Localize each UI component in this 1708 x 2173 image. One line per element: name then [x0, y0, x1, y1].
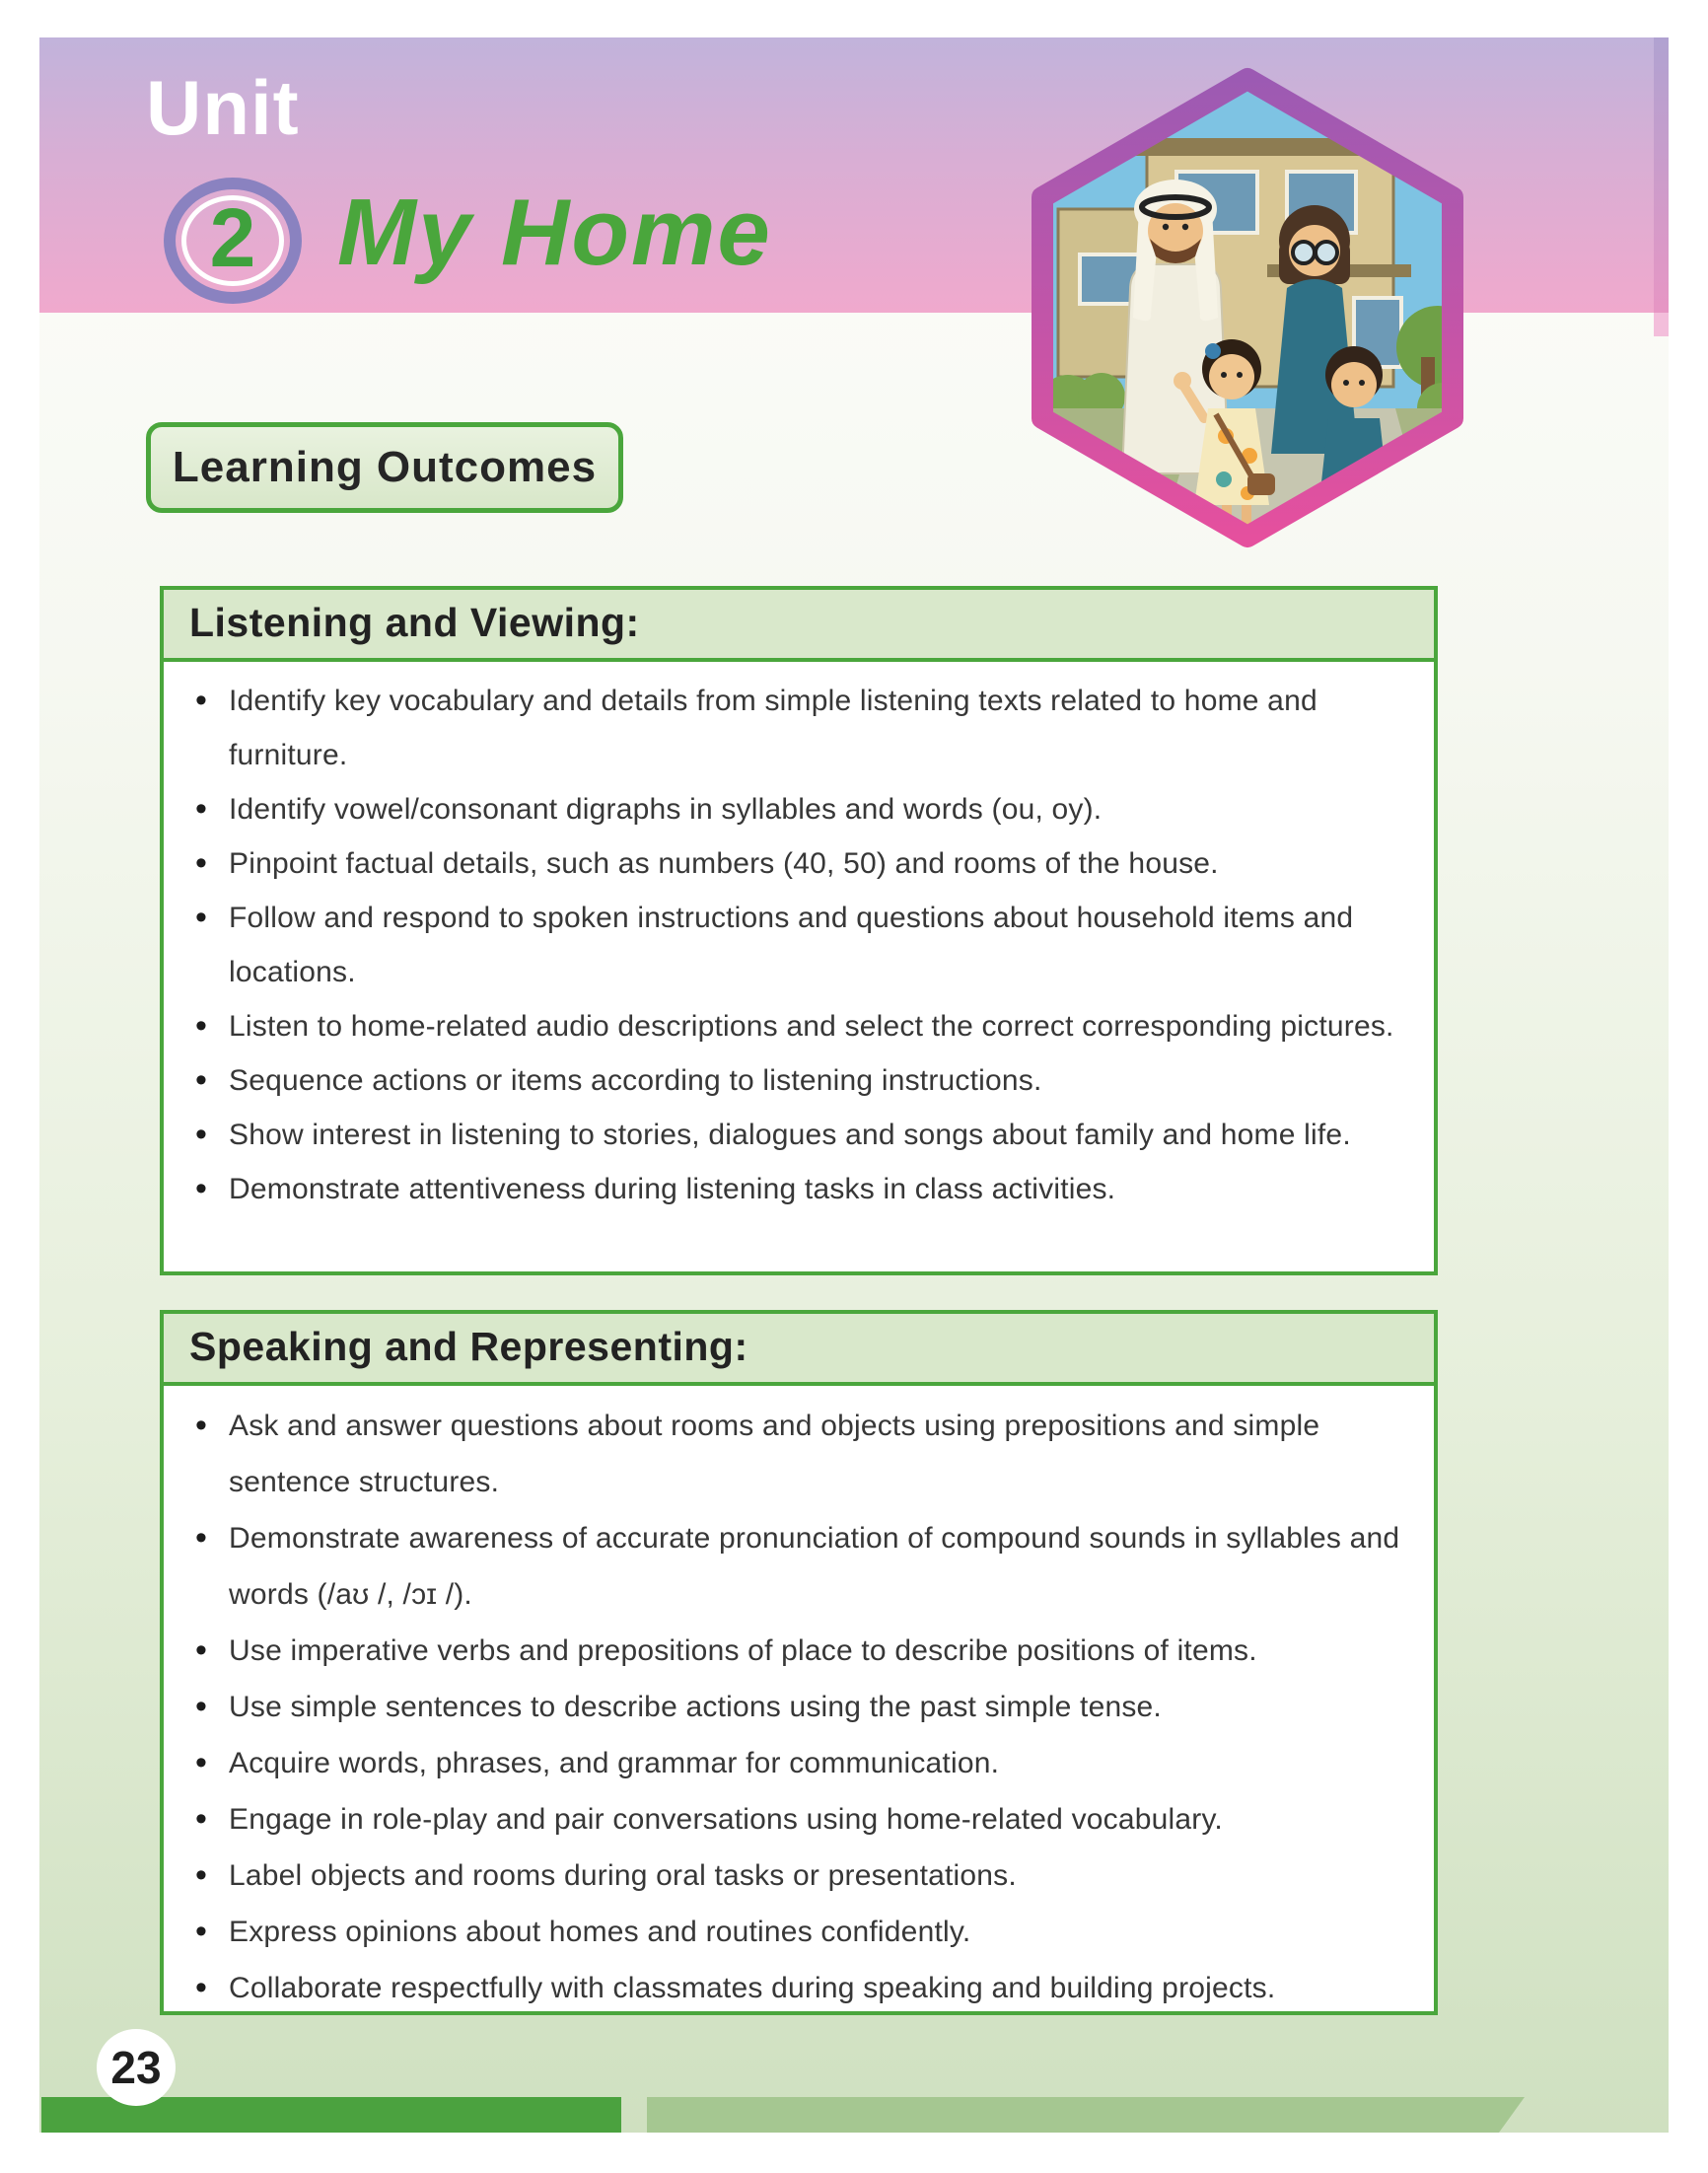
list-item: • Express opinions about homes and routines confidently. [193, 1904, 1400, 1960]
banner-edge-strip [1654, 37, 1669, 313]
list-item: • Collaborate respectfully with classmates during speaking and building projects. [193, 1960, 1400, 2016]
section-header [164, 590, 1434, 662]
unit-illustration-hexagon [1029, 61, 1466, 554]
list-item: • Identify key vocabulary and details from simple listening texts related to home and furniture. [193, 674, 1400, 782]
list-item: • Demonstrate attentiveness during listening tasks in class activities. [193, 1162, 1400, 1216]
page-number-bubble [97, 2029, 176, 2106]
learning-outcomes-chip [146, 422, 623, 513]
section-header [164, 1314, 1434, 1386]
banner-edge-tab [1654, 313, 1669, 336]
list-item: • Identify vowel/consonant digraphs in syllables and words (ou, oy). [193, 782, 1400, 836]
page-number: 23 [110, 2042, 162, 2093]
page-content-area [39, 37, 1669, 2133]
list-item: • Use simple sentences to describe actions using the past simple tense. [193, 1679, 1400, 1735]
family-photo-scene [1029, 61, 1466, 554]
section-title: Listening and Viewing: [189, 600, 640, 645]
outcome-list [193, 674, 1400, 1216]
unit-number-badge-ring [181, 191, 284, 286]
unit-title: My Home [337, 180, 772, 285]
list-item: • Acquire words, phrases, and grammar for communication. [193, 1735, 1400, 1791]
list-item: • Ask and answer questions about rooms and objects using prepositions and simple sentence structures. [193, 1398, 1400, 1510]
list-item: • Follow and respond to spoken instructions and questions about household items and locations. [193, 891, 1400, 999]
section-listening-and-viewing [160, 586, 1438, 1275]
family-illustration [1029, 61, 1466, 554]
list-item: • Pinpoint factual details, such as numbers (40, 50) and rooms of the house. [193, 836, 1400, 891]
unit-number-badge [164, 178, 302, 304]
list-item: • Listen to home-related audio descriptions and select the correct corresponding pictures. [193, 999, 1400, 1053]
list-item: • Demonstrate awareness of accurate pronunciation of compound sounds in syllables and words (/aʊ /, /ɔɪ /). [193, 1510, 1400, 1623]
section-speaking-and-representing [160, 1310, 1438, 2015]
section-body [164, 1386, 1434, 2024]
list-item: • Engage in role-play and pair conversations using home-related vocabulary. [193, 1791, 1400, 1847]
list-item: • Label objects and rooms during oral tasks or presentations. [193, 1847, 1400, 1904]
list-item: • Sequence actions or items according to listening instructions. [193, 1053, 1400, 1108]
list-item: • Show interest in listening to stories, dialogues and songs about family and home life. [193, 1108, 1400, 1162]
outcome-list [193, 1398, 1400, 2016]
unit-number: 2 [209, 191, 256, 284]
list-item: • Use imperative verbs and prepositions of place to describe positions of items. [193, 1623, 1400, 1679]
unit-label: Unit [146, 64, 300, 151]
section-title: Speaking and Representing: [189, 1324, 748, 1369]
learning-outcomes-label: Learning Outcomes [172, 443, 598, 491]
section-body [164, 662, 1434, 1224]
footer-bar-light [647, 2097, 1525, 2133]
